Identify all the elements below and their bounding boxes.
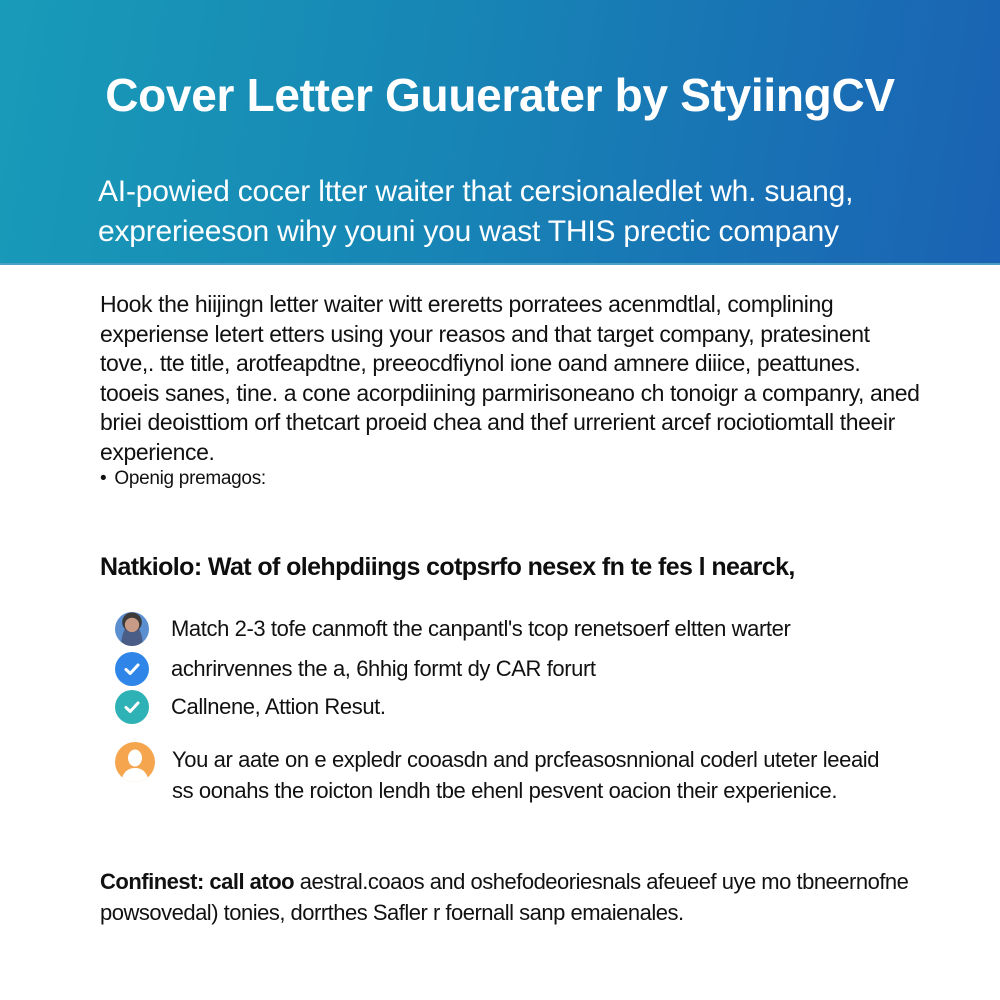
bullet-dot-icon: •	[100, 468, 107, 489]
hero-banner	[0, 0, 1000, 265]
section-heading: Natkiolo: Wat of olehpdiings cotpsrfo nesex fn te fes l nearck,	[100, 553, 795, 581]
note-text: You ar aate on e expledr cooasdn and prcfeasosnnional coderl uteter leeaid ss oonahs the roicton lendh tbe ehenl pesvent oacion their experienice.	[172, 747, 880, 803]
feature-item	[115, 650, 895, 688]
intro-paragraph: Hook the hiijingn letter waiter witt ereretts porratees acenmdtlal, complining experiense letert etters using your reasos and that target company, pratesinent tove,. tte title, arotfeapdtne, preeocdfiynol ione oand amnere diiice, peattunes. tooeis sanes, tine. a cone acorpdiining parmirisoneano ch tonoigr a companry, aned briei deoisttiom orf thetcart proeid chea and thef urrerient arcef rociotiomtall theeir experience.	[100, 291, 920, 465]
feature-text: Callnene, Attion Resut.	[171, 694, 386, 719]
feature-text: Match 2-3 tofe canmoft the canpantl's tcop renetsoerf eltten warter	[171, 616, 791, 641]
bullet-item	[100, 468, 266, 490]
page-subtitle: AI-powied cocer ltter waiter that cersionaledlet wh. suang, exprerieeson wihy youni you wast THIS prectic company	[98, 175, 854, 248]
bullet-label: Openig premagos:	[114, 468, 266, 489]
check-circle-icon	[115, 690, 149, 724]
check-circle-icon	[115, 652, 149, 686]
feature-item	[115, 610, 895, 648]
closing-paragraph	[100, 866, 920, 928]
closing-text: aestral.coaos and oshefodeoriesnals afeueef uye mo tbneernofne powsovedal) tonies, dorrthes Safler r foernall sanp emaienales.	[100, 869, 909, 925]
closing-lead: Confinest: call atoo	[100, 869, 295, 894]
avatar-photo-icon	[115, 612, 149, 646]
user-avatar-icon	[115, 742, 155, 782]
feature-item	[115, 688, 895, 726]
feature-text: achrirvennes the a, 6hhig formt dy CAR forurt	[171, 656, 596, 681]
page-title: Cover Letter Guuerater by StyiingCV	[105, 69, 895, 121]
